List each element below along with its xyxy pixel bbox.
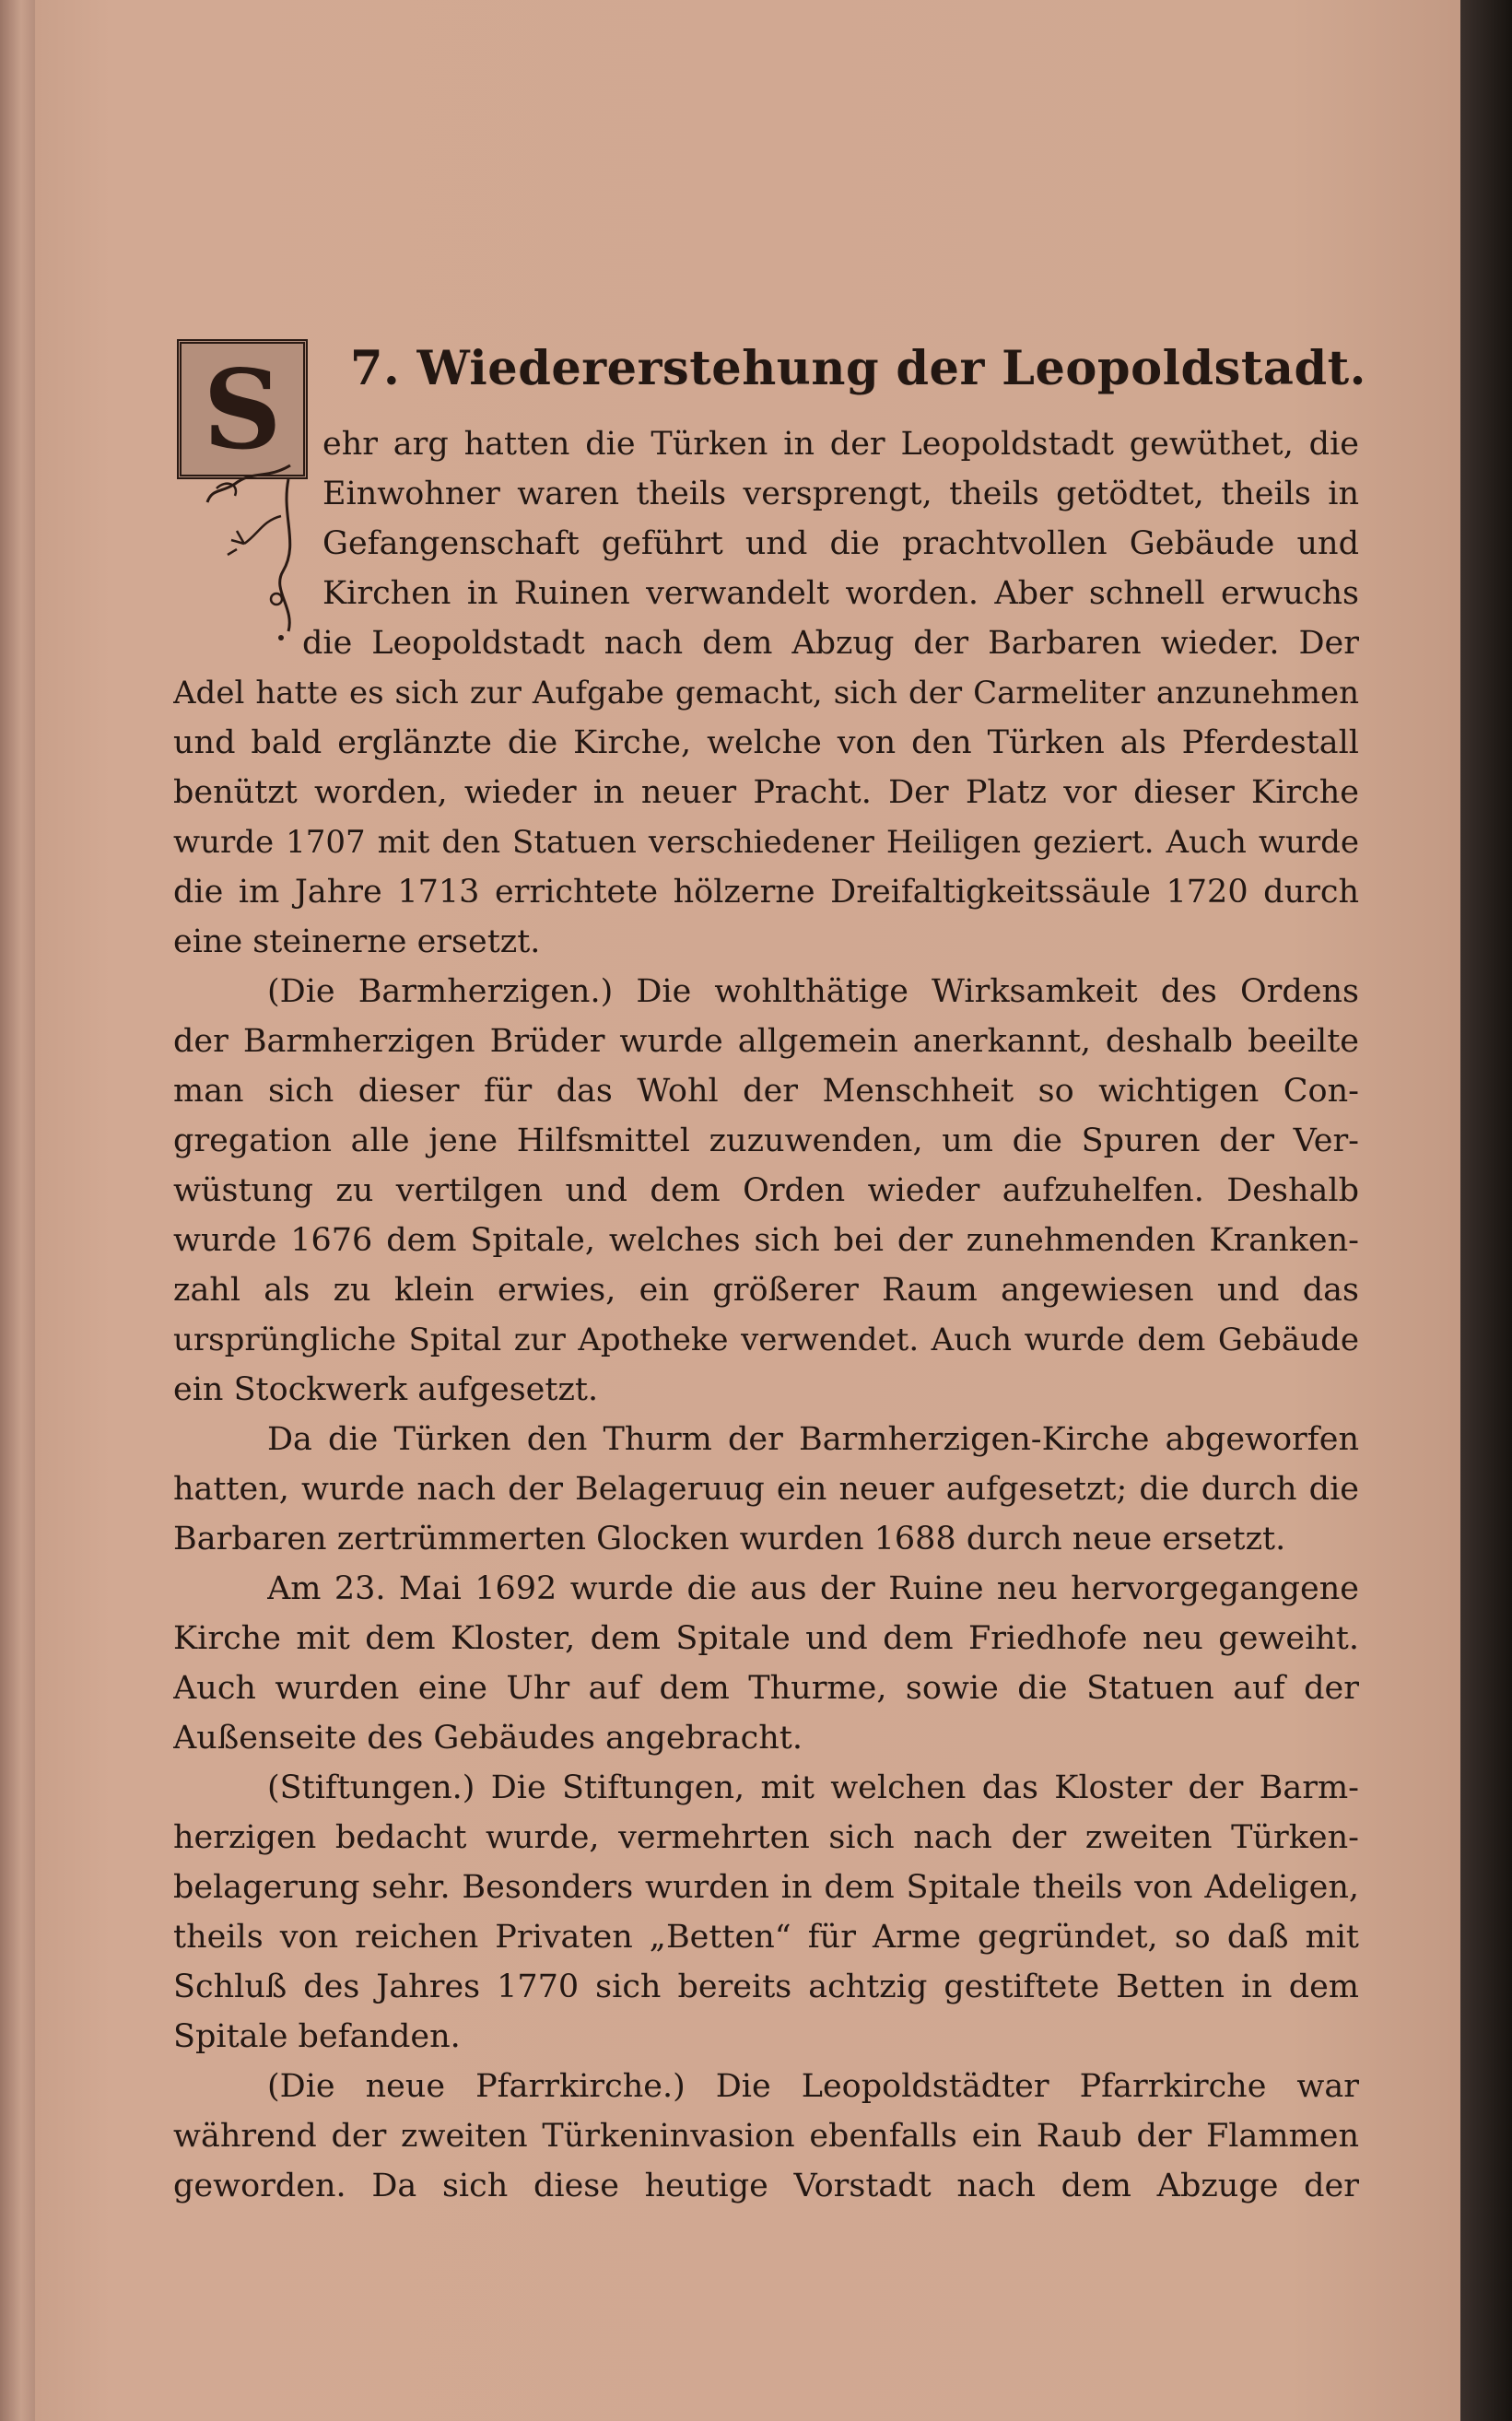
text-line: hatten, wurde nach der Belageruug ein neuer aufgesetzt; die durch die [173, 1471, 1359, 1508]
text-line: gregation alle jene Hilfsmittel zuzuwenden, um die Spuren der Ver- [173, 1122, 1359, 1159]
text-line: theils von reichen Privaten „Betten“ für Arme gegründet, so daß mit [173, 1919, 1359, 1956]
text-line: (Stiftungen.) Die Stiftungen, mit welchen das Kloster der Barm- [267, 1769, 1359, 1806]
text-line: Auch wurden eine Uhr auf dem Thurme, sowie die Statuen auf der [173, 1670, 1359, 1707]
text-line: Am 23. Mai 1692 wurde die aus der Ruine neu hervorgegangene [267, 1570, 1359, 1607]
text-line: Außenseite des Gebäudes angebracht. [173, 1720, 803, 1757]
text-line: geworden. Da sich diese heutige Vorstadt nach dem Abzuge der [173, 2168, 1359, 2204]
text-line: wurde 1676 dem Spitale, welches sich bei der zunehmenden Kranken- [173, 1222, 1359, 1259]
text-line: Barbaren zertrümmerten Glocken wurden 1688 durch neue ersetzt. [173, 1521, 1286, 1557]
text-line: die Leopoldstadt nach dem Abzug der Barbaren wieder. Der [302, 625, 1359, 662]
text-line: der Barmherzigen Brüder wurde allgemein anerkannt, deshalb beeilte [173, 1023, 1359, 1060]
text-line: man sich dieser für das Wohl der Menschheit so wichtigen Con- [173, 1073, 1359, 1110]
text-line: Gefangenschaft geführt und die prachtvollen Gebäude und [322, 525, 1359, 562]
text-line: ein Stockwerk aufgesetzt. [173, 1371, 599, 1408]
page-heading: 7. Wiedererstehung der Leopoldstadt. [350, 341, 1366, 396]
text-line: Kirchen in Ruinen verwandelt worden. Aber schnell erwuchs [322, 575, 1359, 612]
text-line: Kirche mit dem Kloster, dem Spitale und dem Friedhofe neu geweiht. [173, 1620, 1359, 1657]
text-line: (Die Barmherzigen.) Die wohlthätige Wirksamkeit des Ordens [267, 973, 1359, 1010]
text-line: wurde 1707 mit den Statuen verschiedener Heiligen geziert. Auch wurde [173, 824, 1359, 861]
text-line: wüstung zu vertilgen und dem Orden wieder aufzuhelfen. Deshalb [173, 1172, 1359, 1209]
page-gutter [0, 0, 35, 2421]
text-line: Schluß des Jahres 1770 sich bereits achtzig gestiftete Betten in dem [173, 1969, 1359, 2005]
ornament-vine-icon [180, 461, 318, 645]
text-line: benützt worden, wieder in neuer Pracht. Der Platz vor dieser Kirche [173, 774, 1359, 811]
text-line: belagerung sehr. Besonders wurden in dem Spitale theils von Adeligen, [173, 1869, 1359, 1906]
text-line: ursprüngliche Spital zur Apotheke verwendet. Auch wurde dem Gebäude [173, 1322, 1359, 1358]
text-line: herzigen bedacht wurde, vermehrten sich nach der zweiten Türken- [173, 1819, 1359, 1856]
text-line: ehr arg hatten die Türken in der Leopoldstadt gewüthet, die [322, 426, 1359, 463]
text-line: die im Jahre 1713 errichtete hölzerne Dreifaltigkeitssäule 1720 durch [173, 874, 1359, 911]
page-edge [1460, 0, 1512, 2421]
text-line: (Die neue Pfarrkirche.) Die Leopoldstädter Pfarrkirche war [267, 2068, 1359, 2105]
text-line: Spitale befanden. [173, 2018, 461, 2055]
text-line: zahl als zu klein erwies, ein größerer Raum angewiesen und das [173, 1272, 1359, 1309]
text-line: Da die Türken den Thurm der Barmherzigen-Kirche abgeworfen [267, 1421, 1359, 1458]
text-line: und bald erglänzte die Kirche, welche von den Türken als Pferdestall [173, 724, 1359, 761]
text-line: Einwohner waren theils versprengt, theils getödtet, theils in [322, 476, 1359, 512]
text-line: während der zweiten Türkeninvasion ebenfalls ein Raub der Flammen [173, 2118, 1359, 2155]
text-line: eine steinerne ersetzt. [173, 923, 541, 960]
text-line: Adel hatte es sich zur Aufgabe gemacht, sich der Carmeliter anzunehmen [173, 675, 1359, 711]
decorative-initial: S [177, 339, 308, 479]
